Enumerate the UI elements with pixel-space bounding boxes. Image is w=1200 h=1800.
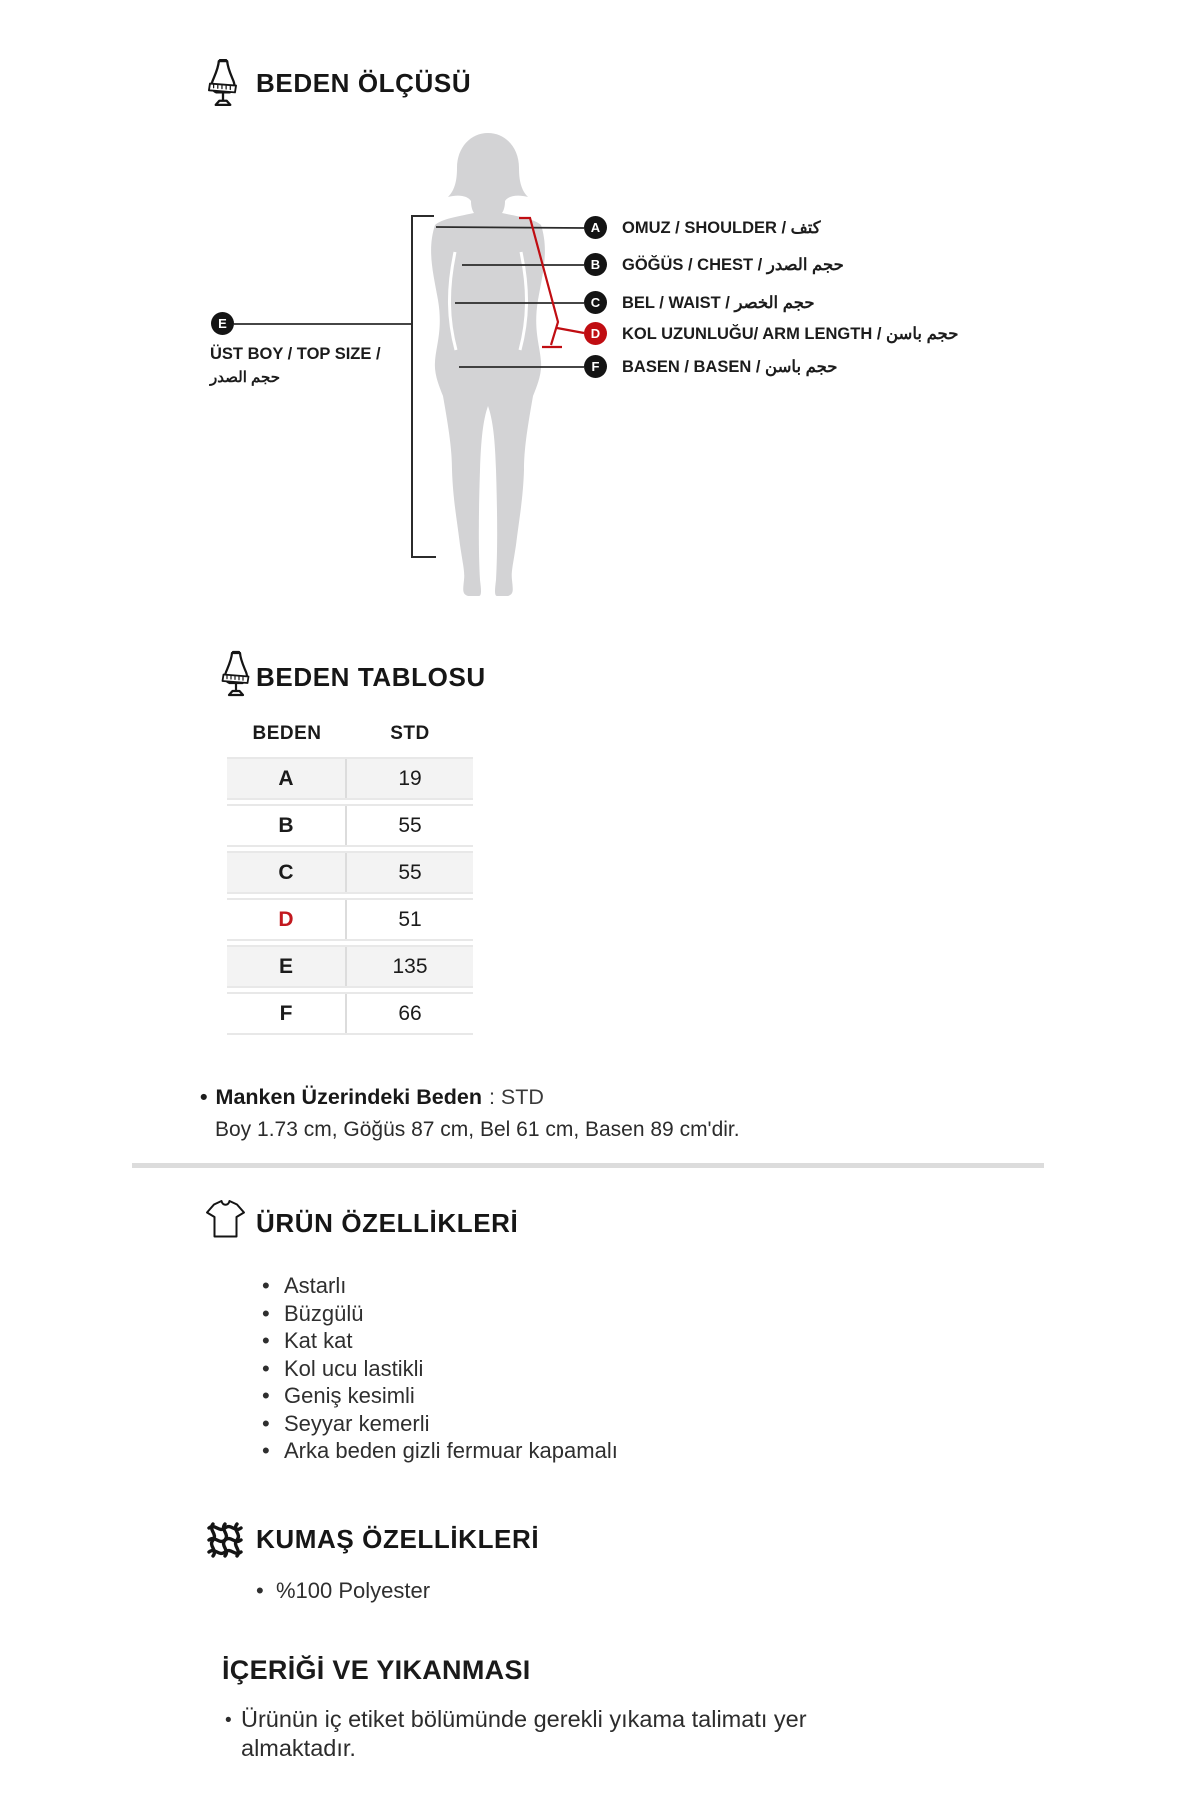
marker-a: A [584, 216, 607, 239]
marker-e: E [211, 312, 234, 335]
section-divider [132, 1163, 1044, 1168]
label-top-size: ÜST BOY / TOP SIZE / [210, 345, 381, 363]
feature-item: • Kol ucu lastikli [262, 1355, 618, 1383]
model-size-detail: Boy 1.73 cm, Göğüs 87 cm, Bel 61 cm, Basen 89 cm'dir. [215, 1118, 740, 1141]
table-row: B 55 [227, 804, 473, 847]
label-waist: BEL / WAIST / حجم الخصر [622, 294, 815, 312]
label-hip: BASEN / BASEN / حجم باسن [622, 358, 838, 376]
table-row: C 55 [227, 851, 473, 894]
feature-item: • Astarlı [262, 1272, 618, 1300]
marker-b: B [584, 253, 607, 276]
size-table-header [227, 723, 473, 745]
label-top-size-arabic: حجم الصدر [210, 369, 280, 386]
feature-item: • Kat kat [262, 1327, 618, 1355]
label-shoulder: OMUZ / SHOULDER / كتف [622, 219, 821, 237]
mannequin-icon [202, 58, 244, 108]
fabric-item: • %100 Polyester [256, 1578, 430, 1604]
table-row: A 19 [227, 757, 473, 800]
marker-c: C [584, 291, 607, 314]
tshirt-icon [205, 1198, 246, 1239]
table-row: D 51 [227, 898, 473, 941]
size-guide-title: BEDEN ÖLÇÜSÜ [256, 68, 472, 98]
feature-item: • Geniş kesimli [262, 1382, 618, 1410]
mannequin-icon [216, 650, 256, 698]
model-size-value: : STD [488, 1085, 544, 1109]
product-features-list [262, 1272, 618, 1465]
feature-item: • Arka beden gizli fermuar kapamalı [262, 1437, 618, 1465]
table-row: E 135 [227, 945, 473, 988]
model-size-note: • Manken Üzerindeki Beden : STD [200, 1085, 544, 1109]
model-size-label: Manken Üzerindeki Beden [215, 1085, 482, 1109]
feature-item: • Seyyar kemerli [262, 1410, 618, 1438]
care-item: • Ürünün iç etiket bölümünde gerekli yıkama talimatı yer almaktadır. [225, 1705, 885, 1763]
size-table [227, 723, 473, 1039]
label-arm-length: KOL UZUNLUĞU/ ARM LENGTH / حجم باسن [622, 325, 959, 343]
product-features-title: ÜRÜN ÖZELLİKLERİ [256, 1208, 519, 1238]
feature-item: • Büzgülü [262, 1300, 618, 1328]
care-title: İÇERİĞİ VE YIKANMASI [222, 1655, 531, 1685]
table-row: F 66 [227, 992, 473, 1035]
column-header-beden: BEDEN [252, 723, 322, 744]
fabric-features-title: KUMAŞ ÖZELLİKLERİ [256, 1524, 540, 1554]
size-table-title: BEDEN TABLOSU [256, 662, 486, 692]
marker-f: F [584, 355, 607, 378]
column-header-std: STD [390, 723, 430, 744]
label-chest: GÖĞÜS / CHEST / حجم الصدر [622, 256, 844, 274]
marker-d: D [584, 322, 607, 345]
fabric-swatch-icon [205, 1520, 245, 1560]
